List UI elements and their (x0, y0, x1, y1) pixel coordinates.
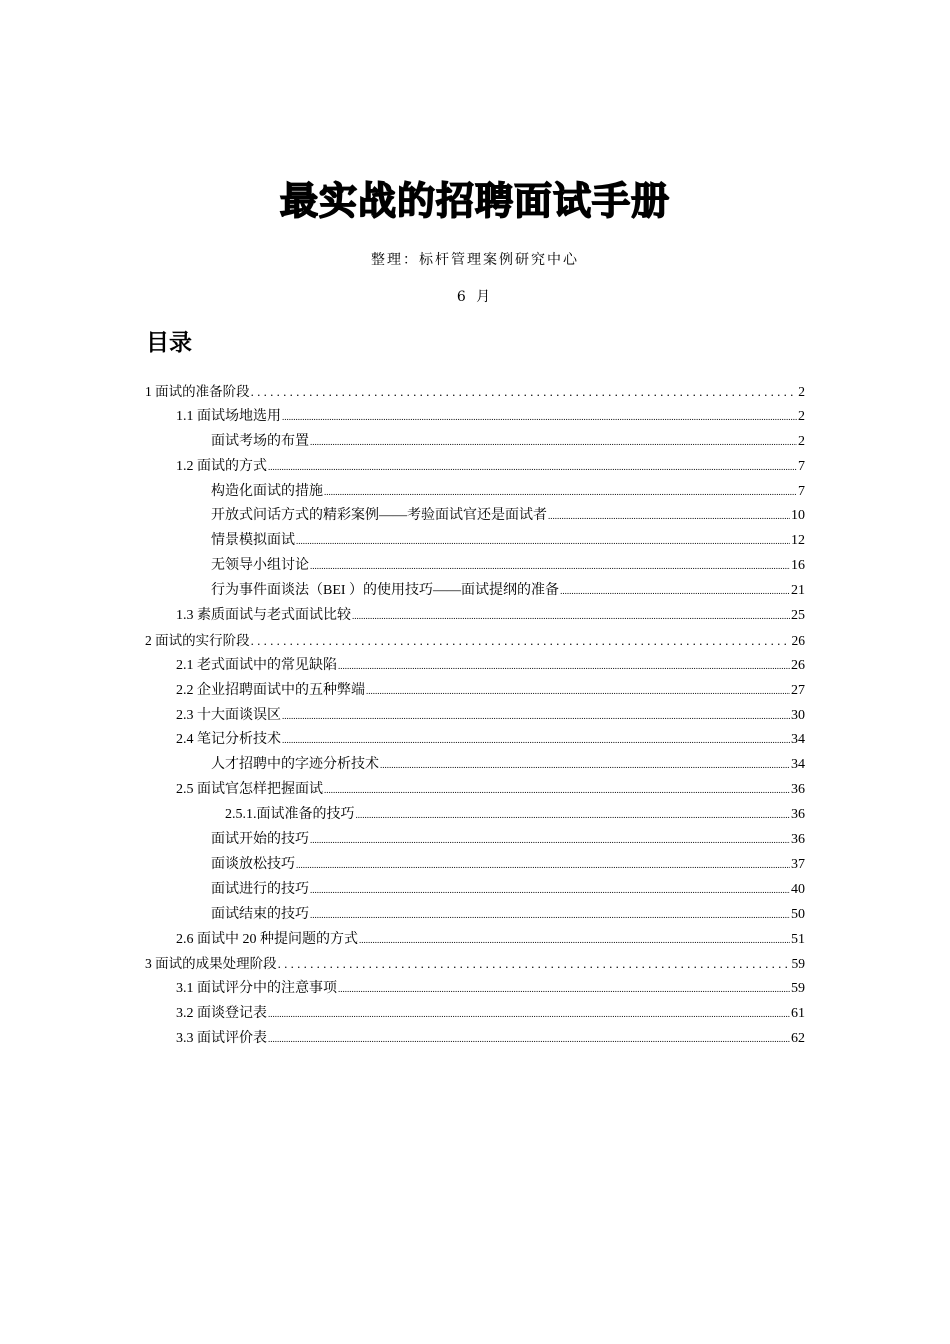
toc-entry-label: 3.1 面试评分中的注意事项 (176, 981, 337, 997)
toc-entry[interactable] (145, 903, 805, 928)
toc-dot-leader (310, 828, 790, 853)
toc-entry-label: 1.1 面试场地选用 (176, 408, 281, 424)
toc-dot-leader (352, 604, 790, 629)
toc-entry-label: 1.3 素质面试与老式面试比较 (176, 608, 351, 624)
toc-entry-label: 1 面试的准备阶段 (145, 384, 250, 399)
toc-dot-leader (282, 405, 797, 430)
toc-entry[interactable] (145, 604, 805, 629)
toc-entry[interactable] (145, 977, 805, 1002)
toc-dot-leader (380, 753, 790, 778)
toc-entry-label: 面试结束的技巧 (211, 906, 309, 922)
toc-dot-leader (282, 704, 790, 729)
toc-entry[interactable] (145, 803, 805, 828)
toc-dot-leader (560, 579, 790, 604)
toc-entry-label: 3 面试的成果处理阶段 (145, 956, 277, 972)
toc-heading: 目录 (146, 330, 192, 356)
toc-entry-label: 2.3 十大面谈误区 (176, 707, 281, 723)
toc-dot-leader (268, 1027, 790, 1052)
toc-dot-leader (366, 679, 790, 704)
toc-dot-leader (251, 629, 791, 655)
toc-entry-page: 2 (798, 433, 805, 449)
toc-entry-page: 10 (791, 508, 805, 524)
toc-dot-leader (278, 952, 791, 978)
toc-dot-leader (310, 430, 797, 455)
toc-entry-page: 34 (791, 732, 805, 748)
toc-entry-page: 36 (791, 832, 805, 848)
toc-entry-label: 面试进行的技巧 (211, 881, 309, 897)
toc-entry-page: 62 (791, 1031, 805, 1047)
toc-entry[interactable] (145, 878, 805, 903)
toc-entry[interactable] (145, 928, 805, 953)
toc-entry-page: 2 (798, 384, 805, 399)
toc-dot-leader (282, 728, 790, 753)
toc-entry[interactable] (145, 753, 805, 778)
toc-entry[interactable] (145, 853, 805, 878)
toc-entry-page: 34 (791, 757, 805, 773)
table-of-contents (145, 380, 805, 1052)
toc-entry-label: 2.6 面试中 20 种提问题的方式 (176, 931, 358, 947)
toc-entry-label: 1.2 面试的方式 (176, 458, 267, 474)
toc-entry-label: 行为事件面谈法（BEI ）的使用技巧——面试提纲的准备 (211, 583, 560, 599)
toc-entry-label: 2.4 笔记分析技术 (176, 732, 281, 748)
toc-entry-label: 面试考场的布置 (211, 433, 309, 449)
toc-entry[interactable] (145, 728, 805, 753)
toc-entry-page: 59 (791, 981, 805, 997)
toc-entry[interactable] (145, 778, 805, 803)
toc-entry-page: 7 (798, 483, 805, 499)
toc-dot-leader (324, 480, 797, 505)
toc-dot-leader (268, 1002, 790, 1027)
toc-dot-leader (296, 529, 790, 554)
toc-entry-label: 2 面试的实行阶段 (145, 632, 250, 648)
toc-entry-label: 面谈放松技巧 (211, 856, 295, 872)
toc-entry-page: 50 (791, 906, 805, 922)
toc-entry-label: 无领导小组讨论 (211, 558, 309, 574)
toc-entry-page: 36 (791, 807, 805, 823)
toc-entry-label: 2.5 面试官怎样把握面试 (176, 782, 323, 798)
toc-entry-label: 构造化面试的措施 (211, 483, 323, 499)
toc-entry-page: 36 (791, 782, 805, 798)
document-subtitle: 整理：标杆管理案例研究中心 (371, 252, 579, 268)
toc-entry[interactable] (145, 554, 805, 579)
toc-entry-page: 37 (791, 856, 805, 872)
toc-entry-page: 7 (798, 458, 805, 474)
toc-entry[interactable] (145, 1002, 805, 1027)
toc-entry-label: 开放式问话方式的精彩案例——考验面试官还是面试者 (211, 508, 547, 524)
toc-entry-page: 51 (791, 931, 805, 947)
toc-entry[interactable] (145, 679, 805, 704)
toc-entry-label: 面试开始的技巧 (211, 832, 309, 848)
toc-dot-leader (356, 803, 791, 828)
toc-entry[interactable] (145, 455, 805, 480)
toc-entry[interactable] (145, 704, 805, 729)
toc-entry[interactable] (145, 952, 805, 977)
toc-entry[interactable] (145, 654, 805, 679)
toc-entry-page: 25 (791, 608, 805, 624)
toc-entry[interactable] (145, 629, 805, 654)
toc-dot-leader (548, 504, 790, 529)
toc-entry[interactable] (145, 579, 805, 604)
toc-entry[interactable] (145, 380, 805, 405)
toc-entry-label: 2.5.1.面试准备的技巧 (225, 807, 355, 823)
toc-dot-leader (310, 903, 790, 928)
toc-entry-label: 2.1 老式面试中的常见缺陷 (176, 657, 337, 673)
toc-entry-page: 27 (791, 682, 805, 698)
toc-dot-leader (251, 380, 798, 406)
toc-entry[interactable] (145, 504, 805, 529)
toc-entry[interactable] (145, 480, 805, 505)
toc-entry[interactable] (145, 1027, 805, 1052)
toc-dot-leader (324, 778, 790, 803)
toc-dot-leader (310, 878, 790, 903)
toc-entry-label: 人才招聘中的字迹分析技术 (211, 757, 379, 773)
toc-entry-page: 40 (791, 881, 805, 897)
toc-dot-leader (310, 554, 790, 579)
toc-dot-leader (359, 928, 790, 953)
toc-entry-page: 2 (798, 408, 805, 424)
toc-entry-page: 21 (791, 583, 805, 599)
toc-entry-label: 情景模拟面试 (211, 533, 295, 549)
toc-entry-label: 3.3 面试评价表 (176, 1031, 267, 1047)
document-date: 6 月 (456, 289, 494, 305)
toc-dot-leader (268, 455, 797, 480)
toc-entry-page: 61 (791, 1006, 805, 1022)
toc-entry-page: 26 (791, 657, 805, 673)
toc-entry[interactable] (145, 405, 805, 430)
toc-dot-leader (338, 654, 790, 679)
toc-entry-label: 3.2 面谈登记表 (176, 1006, 267, 1022)
document-title: 最实战的招聘面试手册 (279, 179, 670, 223)
toc-entry[interactable] (145, 430, 805, 455)
toc-entry-page: 59 (791, 956, 805, 972)
toc-dot-leader (296, 853, 790, 878)
toc-entry[interactable] (145, 529, 805, 554)
toc-dot-leader (338, 977, 790, 1002)
toc-entry-page: 16 (791, 558, 805, 574)
toc-entry-label: 2.2 企业招聘面试中的五种弊端 (176, 682, 365, 698)
toc-entry-page: 30 (791, 707, 805, 723)
toc-entry[interactable] (145, 828, 805, 853)
toc-entry-page: 26 (791, 632, 805, 648)
toc-entry-page: 12 (791, 533, 805, 549)
